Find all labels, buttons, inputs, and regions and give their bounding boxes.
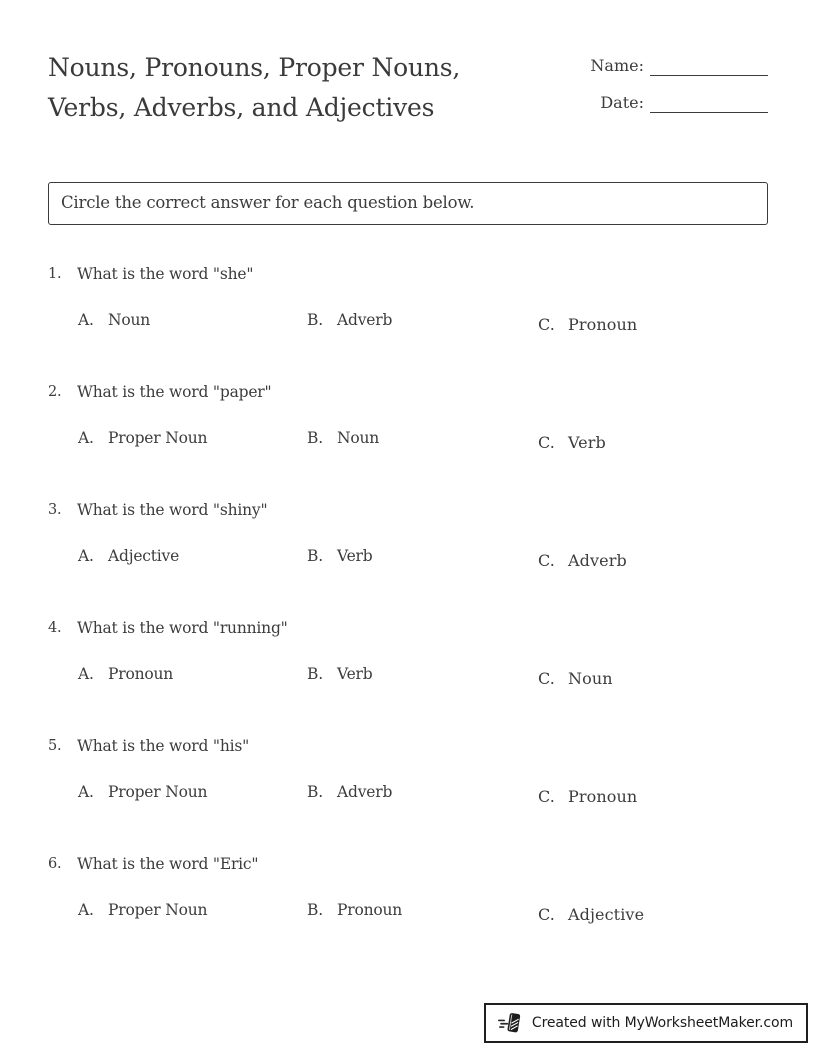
question-block [48, 854, 768, 924]
option-label: Verb [337, 547, 373, 565]
option-c[interactable] [538, 315, 637, 335]
name-label: Name: [590, 56, 644, 75]
option-label: Noun [568, 669, 613, 688]
date-input-line[interactable] [650, 92, 768, 113]
question-block [48, 736, 768, 806]
question-row [48, 618, 768, 638]
page-title-line1: Nouns, Pronouns, Proper Nouns, [48, 53, 461, 82]
option-label: Pronoun [568, 787, 638, 806]
option-c[interactable] [538, 905, 644, 925]
option-b[interactable] [307, 900, 538, 920]
option-letter: B. [307, 429, 323, 447]
option-letter: C. [538, 905, 555, 924]
footer-credit [484, 1003, 808, 1043]
question-text: What is the word "his" [77, 737, 250, 755]
options-row [48, 428, 768, 452]
option-b[interactable] [307, 428, 538, 448]
option-a[interactable] [78, 782, 307, 802]
question-block [48, 264, 768, 334]
instructions-box [48, 182, 768, 225]
question-row [48, 736, 768, 756]
instructions-text: Circle the correct answer for each question below. [61, 193, 475, 212]
question-text: What is the word "she" [77, 265, 254, 283]
options-row [48, 782, 768, 806]
header [48, 48, 768, 129]
option-b[interactable] [307, 546, 538, 566]
option-letter: A. [78, 901, 94, 919]
option-c[interactable] [538, 551, 627, 571]
name-row [588, 55, 768, 76]
question-number: 5. [48, 738, 62, 754]
footer-text: Created with MyWorksheetMaker.com [531, 1015, 793, 1031]
question-number: 1. [48, 266, 62, 282]
option-label: Adverb [568, 551, 627, 570]
option-letter: C. [538, 551, 555, 570]
option-letter: C. [538, 787, 555, 806]
question-number: 6. [48, 856, 62, 872]
name-date-block [588, 48, 768, 129]
option-label: Pronoun [568, 315, 638, 334]
option-label: Adjective [568, 905, 645, 924]
option-letter: C. [538, 315, 555, 334]
option-label: Adjective [108, 547, 180, 565]
option-c[interactable] [538, 669, 613, 689]
option-b[interactable] [307, 664, 538, 684]
option-label: Proper Noun [108, 901, 208, 919]
question-block [48, 382, 768, 452]
option-letter: B. [307, 783, 323, 801]
question-text: What is the word "shiny" [77, 501, 268, 519]
option-letter: A. [78, 429, 94, 447]
question-row [48, 500, 768, 520]
option-letter: A. [78, 547, 94, 565]
option-letter: B. [307, 665, 323, 683]
option-letter: A. [78, 783, 94, 801]
name-input-line[interactable] [650, 55, 768, 76]
option-label: Proper Noun [108, 783, 208, 801]
option-letter: B. [307, 311, 323, 329]
options-row [48, 310, 768, 334]
option-label: Verb [337, 665, 373, 683]
option-label: Adverb [337, 311, 393, 329]
question-row [48, 382, 768, 402]
option-a[interactable] [78, 428, 307, 448]
question-row [48, 264, 768, 284]
worksheet-maker-logo-icon [497, 1010, 523, 1036]
question-block [48, 618, 768, 688]
question-block [48, 500, 768, 570]
option-label: Noun [337, 429, 380, 447]
option-label: Proper Noun [108, 429, 208, 447]
question-number: 4. [48, 620, 62, 636]
question-number: 3. [48, 502, 62, 518]
option-label: Verb [568, 433, 606, 452]
option-letter: C. [538, 669, 555, 688]
options-row [48, 664, 768, 688]
option-label: Adverb [337, 783, 393, 801]
date-label: Date: [600, 93, 644, 112]
question-row [48, 854, 768, 874]
option-letter: A. [78, 665, 94, 683]
option-label: Pronoun [108, 665, 174, 683]
option-b[interactable] [307, 310, 538, 330]
option-a[interactable] [78, 900, 307, 920]
options-row [48, 900, 768, 924]
option-letter: B. [307, 901, 323, 919]
question-text: What is the word "Eric" [77, 855, 259, 873]
date-row [588, 92, 768, 113]
question-number: 2. [48, 384, 62, 400]
option-letter: B. [307, 547, 323, 565]
option-letter: C. [538, 433, 555, 452]
page-title [48, 48, 460, 128]
option-a[interactable] [78, 546, 307, 566]
option-a[interactable] [78, 310, 307, 330]
option-label: Pronoun [337, 901, 403, 919]
question-text: What is the word "paper" [77, 383, 272, 401]
option-label: Noun [108, 311, 151, 329]
option-c[interactable] [538, 787, 637, 807]
page-title-line2: Verbs, Adverbs, and Adjectives [48, 93, 435, 122]
option-b[interactable] [307, 782, 538, 802]
option-letter: A. [78, 311, 94, 329]
option-a[interactable] [78, 664, 307, 684]
question-list [48, 264, 768, 924]
question-text: What is the word "running" [77, 619, 288, 637]
option-c[interactable] [538, 433, 606, 453]
options-row [48, 546, 768, 570]
